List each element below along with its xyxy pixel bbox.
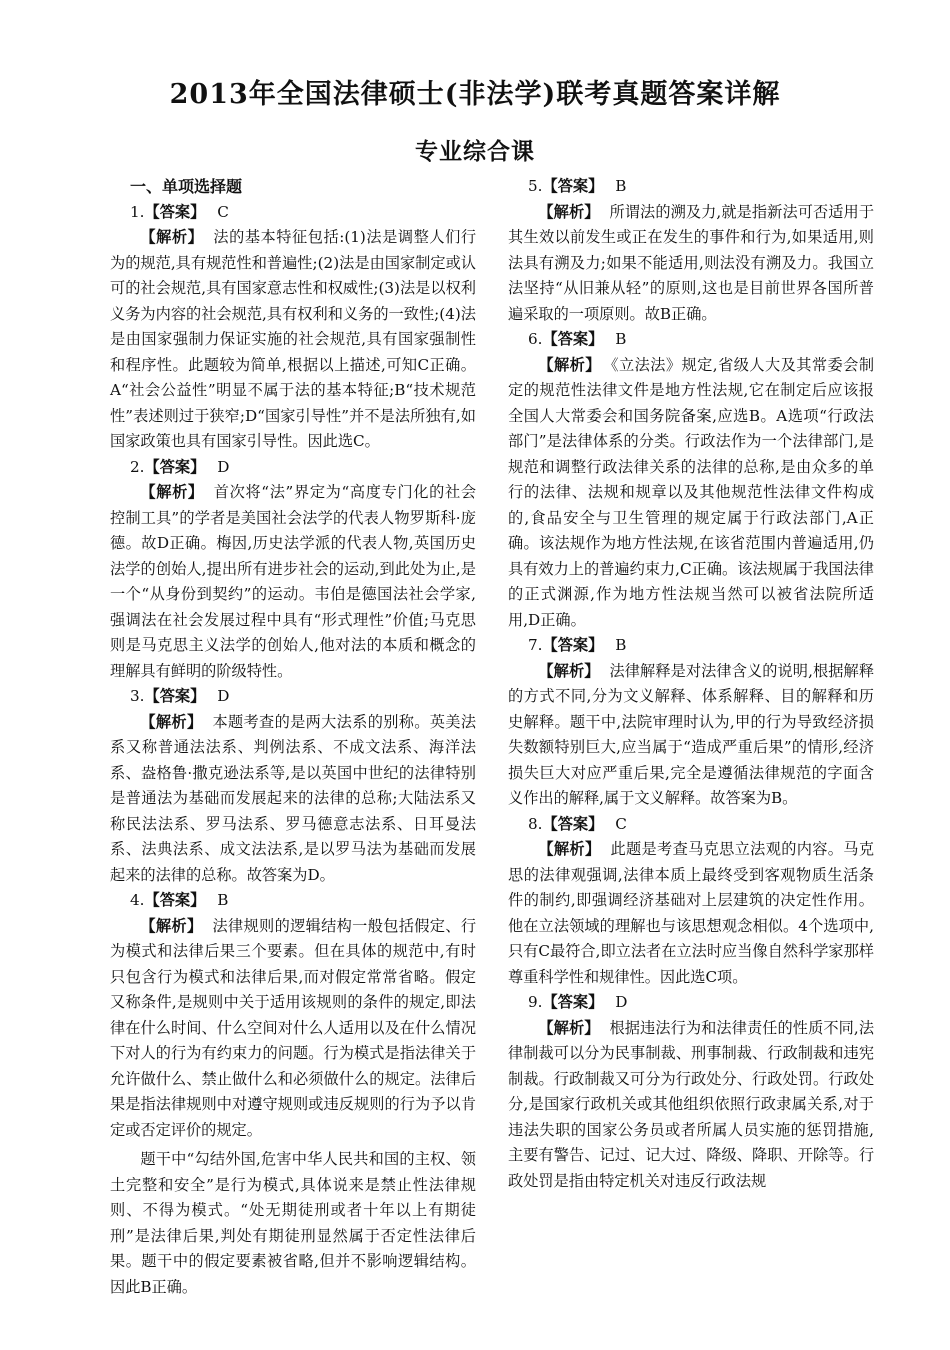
- answer-label: 【答案】: [542, 993, 604, 1011]
- explanation-2: 【解析】 首次将“法”界定为“高度专门化的社会控制工具”的学者是美国社会法学的代表人物罗斯科·庞德。故D正确。梅因,历史法学派的代表人物,英国历史法学的创始人,提出所有进步社会的运动,到此处为止,是一个“从身份到契约”的运动。韦伯是德国法社会学家,强调法在社会发展过程中具有“形式理性”价值;马克思则是马克思主义法学的创始人,他对法的本质和概念的理解具有鲜明的阶级特性。: [110, 483, 477, 680]
- answer-label: 【答案】: [542, 636, 604, 654]
- answer-letter: B: [615, 177, 627, 195]
- answer-label: 【答案】: [144, 891, 206, 909]
- answer-label: 【答案】: [144, 202, 206, 221]
- answer-label: 【答案】: [542, 330, 604, 348]
- answer-letter: B: [615, 330, 627, 348]
- explanation-9: 【解析】 根据违法行为和法律责任的性质不同,法律制裁可以分为民事制裁、刑事制裁、行政制裁和违宪制裁。行政制裁又可分为行政处分、行政处罚。行政处分,是国家行政机关或其他组织依照行政隶属关系,对于违法失职的国家公务员或者所属人员实施的惩罚措施,主要有警告、记过、记大过、降级、降职、开除等。行政处罚是指由特定机关对违反行政法规: [508, 1018, 875, 1190]
- explanation-3: 【解析】 本题考查的是两大法系的别称。英美法系又称普通法法系、判例法系、不成文法系、海洋法系、盎格鲁·撒克逊法系等,是以英国中世纪的法律特别是普通法为基础而发展起来的法律的总称;大陆法系又称民法法系、罗马法系、罗马德意志法系、日耳曼法系、法典法系、成文法法系,是以罗马法为基础而发展起来的法律的总称。故答案为D。: [110, 712, 477, 884]
- explanation-label: 【解析】: [538, 840, 601, 858]
- answer-line-6: 6.【答案】 B: [528, 330, 627, 348]
- answer-letter: D: [615, 993, 628, 1011]
- answer-label: 【答案】: [542, 814, 604, 833]
- answer-line-7: 7.【答案】 B: [528, 636, 627, 654]
- answer-label: 【答案】: [144, 687, 206, 705]
- explanation-label: 【解析】: [140, 228, 204, 246]
- explanation-7: 【解析】 法律解释是对法律含义的说明,根据解释的方式不同,分为文义解释、体系解释、目的解释和历史解释。题干中,法院审理时认为,甲的行为导致经济损失数额特别巨大,应当属于“造成严重后果”的情形,经济损失巨大对应严重后果,完全是遵循法律规范的字面含义作出的解释,属于文义解释。故答案为B。: [508, 661, 875, 807]
- answer-line-1: 1.【答案】 C: [130, 202, 229, 221]
- explanation-label: 【解析】: [140, 916, 203, 935]
- answer-letter: B: [615, 636, 627, 654]
- right-column: [508, 174, 874, 1194]
- answer-line-9: 9.【答案】 D: [528, 993, 628, 1011]
- explanation-label: 【解析】: [140, 712, 203, 731]
- explanation-label: 【解析】: [538, 661, 600, 680]
- answer-label: 【答案】: [542, 177, 604, 195]
- explanation-label: 【解析】: [538, 355, 601, 374]
- explanation-4: 【解析】 法律规则的逻辑结构一般包括假定、行为模式和法律后果三个要素。但在具体的规范中,有时只包含行为模式和法律后果,而对假定常常省略。假定又称条件,是规则中关于适用该规则的条件的规定,即法律在什么时间、什么空间对什么人适用以及在什么情况下对人的行为有约束力的问题。行为模式是指法律关于允许做什么、禁止做什么和必须做什么的规定。法律后果是指法律规则中对遵守规则或违反规则的行为予以肯定或否定评价的规定。: [110, 916, 477, 1139]
- answer-line-4: 4.【答案】 B: [130, 891, 229, 909]
- answer-line-8: 8.【答案】 C: [528, 814, 627, 833]
- answer-letter: D: [217, 457, 230, 476]
- explanation-1: 【解析】 法的基本特征包括:(1)法是调整人们行为的规范,具有规范性和普遍性;(2)法是由国家制定或认可的社会规范,具有国家意志性和权威性;(3)法是以权利义务为内容的社会规范,具有权利和义务的一致性;(4)法是由国家强制力保证实施的社会规范,具有国家强制性和程序性。此题较为简单,根据以上描述,可知C正确。A“社会公益性”明显不属于法的基本特征;B“技术规范性”表述则过于狭窄;D“国家引导性”并不是法所独有,如国家政策也具有国家引导性。因此选C。: [110, 228, 477, 450]
- page-title: 2013年全国法律硕士(非法学)联考真题答案详解: [169, 79, 781, 110]
- explanation-5: 【解析】 所谓法的溯及力,就是指新法可否适用于其生效以前发生或正在发生的事件和行为,如果适用,则法具有溯及力;如果不能适用,则法没有溯及力。我国立法坚持“从旧兼从轻”的原则,这也是目前世界各国所普遍采取的一项原则。故B正确。: [508, 202, 875, 323]
- left-column: [110, 174, 476, 1300]
- explanation-label: 【解析】: [538, 202, 600, 221]
- section-heading: 一、单项选择题: [130, 177, 243, 196]
- answer-letter: B: [217, 891, 229, 909]
- answer-label: 【答案】: [144, 457, 206, 476]
- answer-line-3: 3.【答案】 D: [130, 687, 230, 705]
- explanation-8: 【解析】 此题是考查马克思立法观的内容。马克思的法律观强调,法律本质上最终受到客观物质生活条件的制约,即强调经济基础对上层建筑的决定性作用。他在立法领域的理解也与该思想观念相似。4个选项中,只有C最符合,即立法者在立法时应当像自然科学家那样尊重科学性和规律性。因此选C项。: [508, 840, 875, 986]
- answer-letter: C: [615, 814, 627, 833]
- explanation-4-continued: 题干中“勾结外国,危害中华人民共和国的主权、领土完整和安全”是行为模式,具体说来是禁止性法律规则、不得为模式。“处无期徒刑或者十年以上有期徒刑”是法律后果,判处有期徒刑显然属于否定性法律后果。题干中的假定要素被省略,但并不影响逻辑结构。因此B正确。: [110, 1150, 476, 1296]
- explanation-label: 【解析】: [140, 483, 204, 501]
- explanation-6: 【解析】 《立法法》规定,省级人大及其常委会制定的规范性法律文件是地方性法规,它在制定后应该报全国人大常委会和国务院备案,应选B。A选项“行政法部门”是法律体系的分类。行政法作为一个法律部门,是规范和调整行政法律关系的法律的总称,是由众多的单行的法律、法规和规章以及其他规范性法律文件构成的,食品安全与卫生管理的规定属于行政法部门,A正确。该法规作为地方性法规,在该省范围内普遍适用,仍具有效力上的普遍约束力,C正确。该法规属于我国法律的正式渊源,作为地方性法规当然可以被省法院所适用,D正确。: [508, 355, 875, 629]
- subject-title: 专业综合课: [415, 139, 535, 165]
- answer-letter: D: [217, 687, 230, 705]
- answer-line-2: 2.【答案】 D: [130, 457, 230, 476]
- answer-letter: C: [217, 202, 229, 221]
- answer-line-5: 5.【答案】 B: [528, 177, 627, 195]
- explanation-label: 【解析】: [538, 1018, 600, 1037]
